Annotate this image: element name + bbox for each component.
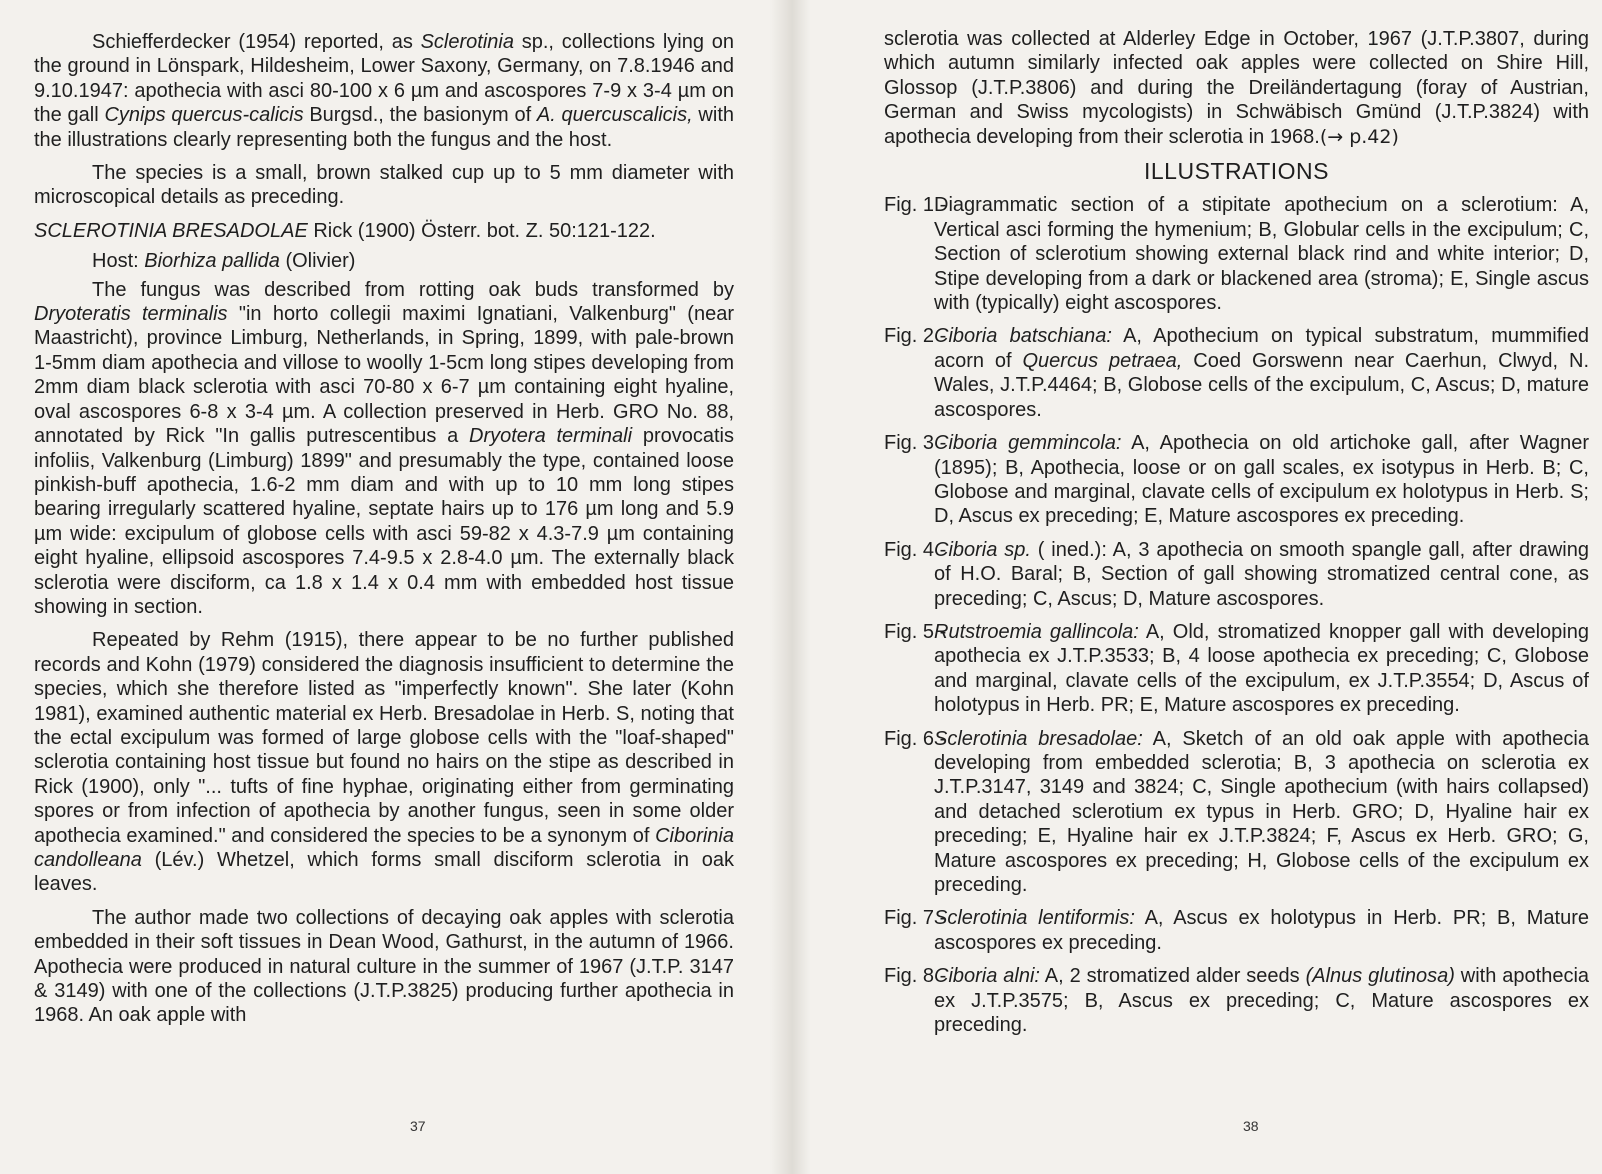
figure-description [934, 324, 1589, 422]
figure-label: Fig. 2 - [884, 325, 947, 348]
text-segment: ( ined.): A, 3 apothecia on smooth spangle gall, after drawing of H.O. Baral; B, Section of gall showing stromatized central cone, as preceding; C, Ascus; D, Mature ascospores. [934, 538, 1589, 610]
italic-text: Sclerotinia lentiformis: [934, 907, 1135, 930]
text-segment: provocatis infoliis, Valkenburg (Limburg) 1899" and presumably the type, contained loose pinkish-buff apothecia, 1.6-2 mm diam and with up to 10 mm long stipes bearing irregularly scattered hyaline, septate hairs up to 176 µm long and 5.9 µm wide: excipulum of globose cells with asci 59-82 x 4.3-7.9 µm containing eight hyaline, ellipsoid ascospores 7.4-9.5 x 2.8-4.0 µm. The externally black sclerotia were disciform, ca 1.8 x 1.4 x 0.4 mm with embedded host tissue showing in section. [34, 425, 734, 618]
text-segment: sclerotia was collected at Alderley Edge in October, 1967 (J.T.P.3807, during which autumn similarly infected oak apples were collected on Shire Hill, Glossop (J.T.P.3806) and during the Dreiländertagung (foray of Austrian, German and Swiss mycologists) in Schwäbisch Gmünd (J.T.P.3824) with apothecia developing from their sclerotia in 1968. [884, 28, 1589, 148]
figure-label: Fig. 4 - [884, 538, 947, 561]
figure-caption-6 [884, 727, 1589, 898]
paragraph-schiefferdecker [34, 30, 734, 152]
figure-description [934, 538, 1589, 611]
figure-caption-7 [884, 906, 1589, 955]
paragraph-species-description [34, 161, 734, 210]
figure-caption-2 [884, 324, 1589, 422]
text-segment: with apothecia ex J.T.P.3575; B, Ascus ex preceding; C, Mature ascospores ex preceding. [934, 965, 1590, 1037]
species-title [34, 219, 734, 243]
italic-text: Ciborinia candolleana [34, 824, 734, 871]
figure-description [934, 193, 1589, 315]
figure-label: Fig. 7 - [884, 907, 947, 930]
text-segment: A, Ascus ex holotypus in Herb. PR; B, Mature ascospores ex preceding. [934, 907, 1590, 954]
figure-description [934, 620, 1589, 718]
text-segment: Schiefferdecker (1954) reported, as [92, 31, 421, 53]
paragraph-fungus-description [34, 278, 734, 620]
host-line [34, 249, 734, 273]
host-label: Host: [92, 250, 145, 273]
italic-text: Quercus petraea, [1022, 349, 1183, 372]
figure-label: Fig. 3 - [884, 432, 947, 455]
italic-text: Sclerotinia [420, 31, 514, 53]
figure-label: Fig. 6 - [884, 727, 947, 750]
italic-text: Dryotera terminali [469, 425, 633, 448]
figure-description [934, 906, 1589, 955]
species-citation: Rick (1900) Österr. bot. Z. 50:121-122. [307, 219, 656, 242]
figure-label: Fig. 5 - [884, 620, 947, 643]
figure-list [884, 193, 1589, 1037]
handwritten-annotation: (→ p.42) [1319, 125, 1399, 148]
italic-text: Ciboria batschiana: [934, 325, 1112, 348]
right-page [800, 0, 1602, 1174]
italic-text: Dryoteratis terminalis [34, 303, 228, 326]
text-segment: A, Apothecia on old artichoke gall, after Wagner (1895); B, Apothecia, loose or on gall scales, ex isotypus in Herb. B; C, Globose and marginal, clavate cells of excipulum ex holotypus in Herb. S; D, Ascus ex preceding; E, Mature ascospores ex preceding. [934, 432, 1589, 528]
italic-text: Cynips quercus-calicis [104, 104, 304, 127]
host-name: Biorhiza pallida [144, 250, 280, 273]
text-segment: A, Apothecium on typical substratum, mummified acorn of [934, 325, 1589, 372]
text-segment: The species is a small, brown stalked cup up to 5 mm diameter with microscopical details as preceding. [34, 162, 734, 209]
text-segment: (Lév.) Whetzel, which forms small disciform sclerotia in oak leaves. [34, 849, 734, 896]
figure-caption-4 [884, 538, 1589, 611]
text-segment: with the illustrations clearly representing both the fungus and the host. [34, 104, 734, 151]
text-segment: Coed Gorswenn near Caerhun, Clwyd, N. Wales, J.T.P.4464; B, Globose cells of the excipulum, C, Ascus; D, mature ascospores. [934, 349, 1590, 421]
right-page-text [884, 27, 1589, 1046]
figure-caption-3 [884, 431, 1589, 529]
figure-description [934, 964, 1589, 1037]
text-segment: A, Old, stromatized knopper gall with developing apothecia ex J.T.P.3533; B, 4 loose apothecia ex preceding; C, Globose and marginal, clavate cells of the excipulum, ex J.T.P.3554; D, Ascus of holotypus in Herb. PR; E, Mature ascospores ex preceding. [934, 620, 1589, 717]
paragraph-author-collections [34, 906, 734, 1028]
text-segment: The author made two collections of decaying oak apples with sclerotia embedded in their soft tissues in Dean Wood, Gathurst, in the autumn of 1966. Apothecia were produced in natural culture in the summer of 1967 (J.T.P. 3147 & 3149) with one of the collections (J.T.P.3825) producing further apothecia in 1968. An oak apple with [34, 906, 734, 1027]
italic-text: Sclerotinia bresadolae: [934, 727, 1143, 750]
figure-description [934, 431, 1589, 529]
left-page-text [34, 30, 734, 1037]
figure-caption-8 [884, 964, 1589, 1037]
text-segment: "in horto collegii maximi Ignatiani, Valkenburg" (near Maastricht), province Limburg, Netherlands, in Spring, 1899, with pale-brown 1-5mm diam apothecia and villose to woolly 1-5cm long stipes developing from 2mm diam black sclerotia with asci 70-80 x 6-7 µm containing eight hyaline, oval ascospores 6-8 x 3-4 µm. A collection preserved in Herb. GRO No. 88, annotated by Rick "In gallis putrescentibus a [34, 303, 734, 448]
paragraph-rehm-kohn [34, 628, 734, 896]
text-segment: A, Sketch of an old oak apple with apothecia developing from embedded sclerotia; B, 3 apothecia on sclerotia ex J.T.P.3147, 3149 and 3824; C, Single apothecium (with hairs collapsed) and detached sclerotium ex typus in Herb. GRO; D, Hyaline hair ex preceding; E, Hyaline hair ex J.T.P.3824; F, Ascus ex Herb. GRO; G, Mature ascospores ex preceding; H, Globose cells of the excipulum ex preceding. [934, 727, 1589, 896]
figure-label: Fig. 8 - [884, 965, 947, 988]
text-segment: sp., collections lying on the ground in Lönspark, Hildesheim, Lower Saxony, Germany, on 7.8.1946 and 9.10.1947: apothecia with asci 80-100 x 6 µm and ascospores 7-9 x 3-4 µm on the gall [34, 31, 734, 127]
species-name: SCLEROTINIA BRESADOLAE [34, 219, 308, 242]
text-segment: Repeated by Rehm (1915), there appear to be no further published records and Kohn (1979) considered the diagnosis insufficient to determine the species, which she therefore listed as "imperfectly known". She later (Kohn 1981), examined authentic material ex Herb. Bresadolae in Herb. S, noting that the ectal excipulum was formed of large globose cells with the "loaf-shaped" sclerotia containing host tissue but found no hairs on the stipe as described in Rick (1900), only "... tufts of fine hyphae, originating either from germinating spores or from infection of apothecia by another fungus, seen in some older apothecia examined." and considered the species to be a synonym of [34, 629, 734, 847]
italic-text: Ciboria alni: [934, 965, 1040, 988]
italic-text: Ciboria sp. [934, 538, 1031, 561]
paragraph-continuation [884, 27, 1589, 149]
host-author: (Olivier) [279, 250, 356, 273]
figure-caption-1 [884, 193, 1589, 315]
continuation-text [884, 28, 1589, 148]
italic-text: Rutstroemia gallincola: [934, 620, 1139, 643]
left-page [0, 0, 780, 1174]
text-segment: The fungus was described from rotting oak buds transformed by [92, 278, 734, 301]
italic-text: (Alnus glutinosa) [1305, 965, 1455, 988]
figure-description [934, 727, 1589, 898]
illustrations-heading: ILLUSTRATIONS [1144, 158, 1329, 185]
text-segment: Burgsd., the basionym of [303, 104, 537, 127]
page-number-right: 38 [1243, 1118, 1259, 1134]
text-segment: A, 2 stromatized alder seeds [1039, 965, 1306, 988]
figure-label: Fig. 1 - [884, 194, 947, 217]
figure-caption-5 [884, 620, 1589, 718]
italic-text: A. quercuscalicis, [536, 104, 693, 127]
page-number-left: 37 [410, 1118, 426, 1134]
italic-text: Ciboria gemmincola: [934, 432, 1122, 455]
text-segment: Diagrammatic section of a stipitate apothecium on a sclerotium: A, Vertical asci forming the hymenium; B, Globular cells in the excipulum; C, Section of sclerotium showing external black rind and white interior; D, Stipe developing from a dark or blackened area (stroma); E, Single ascus with (typically) eight ascospores. [934, 194, 1589, 315]
